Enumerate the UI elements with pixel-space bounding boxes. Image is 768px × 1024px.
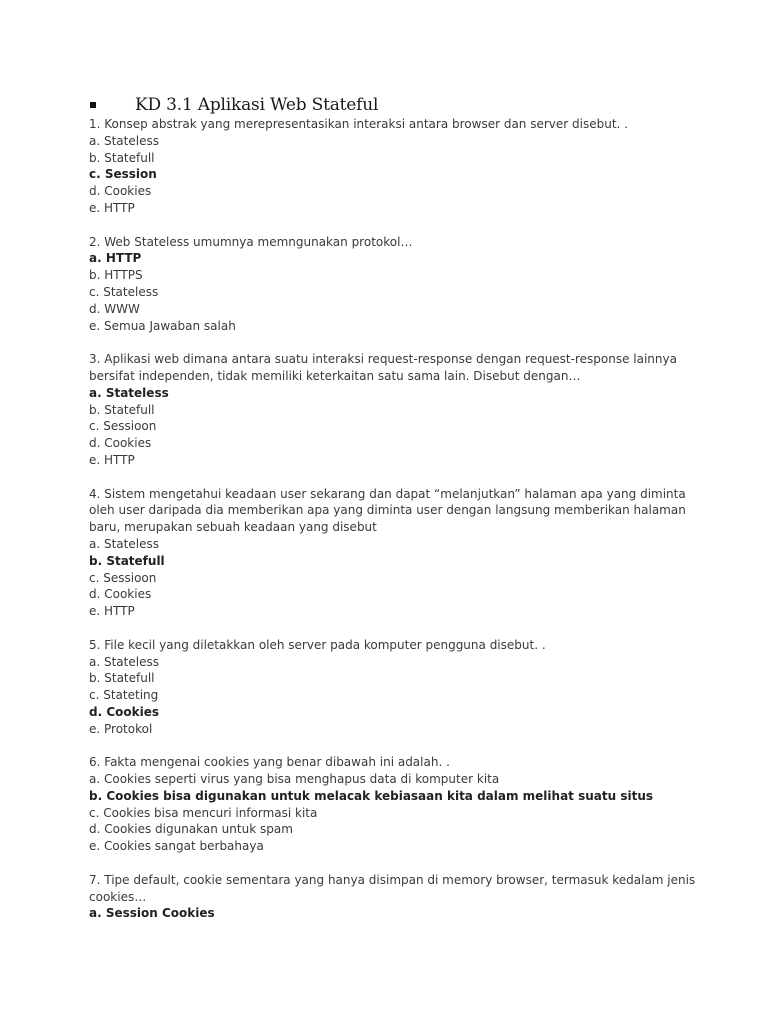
question-2 [89, 234, 709, 335]
option-d-correct: d. Cookies [89, 704, 159, 719]
question-7 [89, 872, 709, 922]
option-e: e. HTTP [89, 604, 135, 619]
option-d: d. Cookies [89, 436, 152, 451]
question-text: 4. Sistem mengetahui keadaan user sekarang dan dapat “melanjutkan” halaman apa yang diminta oleh user daripada dia memberikan apa yang diminta user dengan langsung memberikan halaman baru, merupakan sebuah keadaan yang disebut [89, 486, 686, 535]
option-a: a. Stateless [89, 133, 159, 148]
option-a: a. Stateless [89, 654, 159, 669]
option-c-correct: c. Session [89, 167, 157, 182]
option-e: e. Cookies sangat berbahaya [89, 839, 264, 854]
option-d: d. Cookies digunakan untuk spam [89, 822, 293, 837]
option-d: d. WWW [89, 301, 140, 316]
option-b: b. Statefull [89, 150, 155, 165]
question-text: 5. File kecil yang diletakkan oleh server pada komputer pengguna disebut. . [89, 637, 546, 652]
square-bullet-icon [90, 102, 96, 108]
question-text: 1. Konsep abstrak yang merepresentasikan interaksi antara browser dan server disebut. . [89, 117, 628, 131]
question-text: 3. Aplikasi web dimana antara suatu interaksi request-response dengan request-response lainnya bersifat independen, tidak memiliki keterkaitan satu sama lain. Disebut dengan… [89, 352, 677, 383]
section-title: KD 3.1 Aplikasi Web Stateful [135, 95, 379, 115]
question-6 [89, 754, 709, 855]
section-heading [90, 94, 378, 116]
option-b: b. HTTPS [89, 268, 143, 283]
question-list [89, 116, 709, 939]
question-text: 2. Web Stateless umumnya memngunakan protokol… [89, 234, 413, 249]
question-1 [89, 116, 709, 217]
option-b-correct: b. Statefull [89, 553, 165, 568]
option-d: d. Cookies [89, 184, 152, 199]
option-b: b. Statefull [89, 402, 155, 417]
option-e: e. Protokol [89, 721, 153, 736]
question-3 [89, 351, 709, 469]
option-c: c. Cookies bisa mencuri informasi kita [89, 805, 318, 820]
option-c: c. Stateless [89, 284, 159, 299]
option-e: e. HTTP [89, 452, 135, 467]
option-a-correct: a. Session Cookies [89, 906, 215, 921]
option-a: a. Cookies seperti virus yang bisa menghapus data di komputer kita [89, 772, 500, 787]
question-4 [89, 486, 709, 620]
question-5 [89, 637, 709, 738]
option-c: c. Sessioon [89, 570, 157, 585]
option-e: e. Semua Jawaban salah [89, 318, 236, 333]
option-a-correct: a. HTTP [89, 251, 142, 266]
option-c: c. Sessioon [89, 419, 157, 434]
option-a: a. Stateless [89, 536, 159, 551]
option-c: c. Stateting [89, 688, 159, 703]
option-d: d. Cookies [89, 587, 152, 602]
question-text: 7. Tipe default, cookie sementara yang hanya disimpan di memory browser, termasuk kedalam jenis cookies… [89, 872, 696, 904]
question-text: 6. Fakta mengenai cookies yang benar dibawah ini adalah. . [89, 755, 450, 770]
option-b-correct: b. Cookies bisa digunakan untuk melacak kebiasaan kita dalam melihat suatu situs [89, 788, 653, 803]
option-b: b. Statefull [89, 671, 155, 686]
option-a-correct: a. Stateless [89, 385, 169, 400]
option-e: e. HTTP [89, 200, 135, 215]
